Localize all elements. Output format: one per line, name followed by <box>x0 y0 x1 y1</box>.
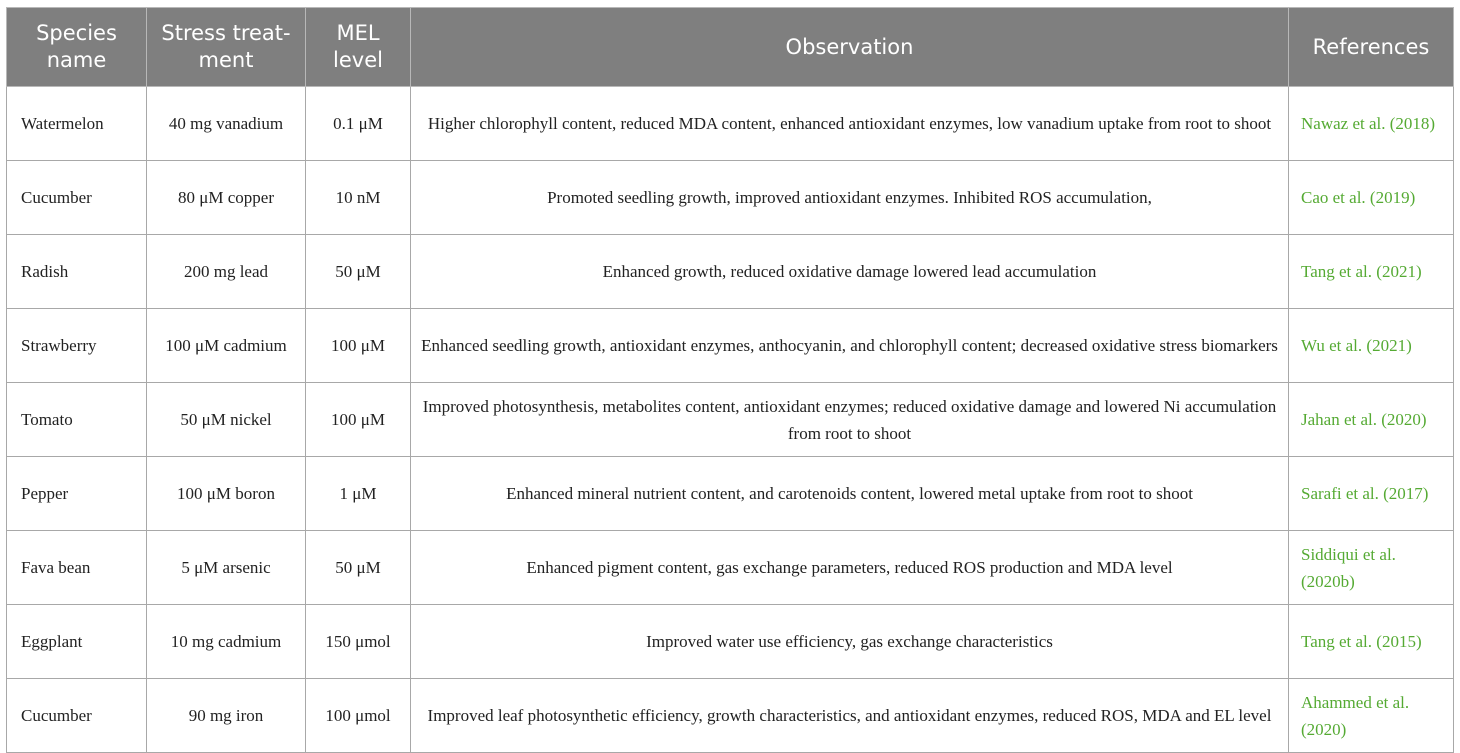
reference-link[interactable]: Jahan et al. (2020) <box>1289 383 1454 457</box>
stress-cell: 40 mg vanadium <box>147 87 306 161</box>
stress-cell: 90 mg iron <box>147 679 306 753</box>
observation-cell: Improved photosynthesis, metabolites content, antioxidant enzymes; reduced oxidative damage and lowered Ni accumulation from root to shoot <box>411 383 1289 457</box>
header-mel-level: MEL level <box>306 8 411 87</box>
header-row <box>7 8 1454 87</box>
mel-level-cell: 100 μM <box>306 383 411 457</box>
stress-cell: 5 μM arsenic <box>147 531 306 605</box>
header-stress-treatment: Stress treat-ment <box>147 8 306 87</box>
melatonin-heavy-metal-table <box>6 7 1454 753</box>
mel-level-cell: 50 μM <box>306 235 411 309</box>
reference-link[interactable]: Ahammed et al. (2020) <box>1289 679 1454 753</box>
table-row <box>7 309 1454 383</box>
observation-cell: Improved leaf photosynthetic efficiency, growth characteristics, and antioxidant enzymes, reduced ROS, MDA and EL level <box>411 679 1289 753</box>
reference-link[interactable]: Nawaz et al. (2018) <box>1289 87 1454 161</box>
header-observation: Observation <box>411 8 1289 87</box>
observation-cell: Enhanced mineral nutrient content, and carotenoids content, lowered metal uptake from root to shoot <box>411 457 1289 531</box>
table-row <box>7 457 1454 531</box>
mel-level-cell: 150 μmol <box>306 605 411 679</box>
table-row <box>7 87 1454 161</box>
mel-level-cell: 10 nM <box>306 161 411 235</box>
header-species-name: Species name <box>7 8 147 87</box>
species-cell: Cucumber <box>7 679 147 753</box>
reference-link[interactable]: Tang et al. (2015) <box>1289 605 1454 679</box>
species-cell: Strawberry <box>7 309 147 383</box>
observation-cell: Enhanced growth, reduced oxidative damage lowered lead accumulation <box>411 235 1289 309</box>
species-cell: Fava bean <box>7 531 147 605</box>
header-references: References <box>1289 8 1454 87</box>
mel-level-cell: 100 μM <box>306 309 411 383</box>
stress-cell: 80 μM copper <box>147 161 306 235</box>
observation-cell: Enhanced pigment content, gas exchange parameters, reduced ROS production and MDA level <box>411 531 1289 605</box>
mel-level-cell: 50 μM <box>306 531 411 605</box>
table-row <box>7 531 1454 605</box>
observation-cell: Enhanced seedling growth, antioxidant enzymes, anthocyanin, and chlorophyll content; decreased oxidative stress biomarkers <box>411 309 1289 383</box>
reference-link[interactable]: Wu et al. (2021) <box>1289 309 1454 383</box>
observation-cell: Promoted seedling growth, improved antioxidant enzymes. Inhibited ROS accumulation, <box>411 161 1289 235</box>
species-cell: Radish <box>7 235 147 309</box>
stress-cell: 50 μM nickel <box>147 383 306 457</box>
reference-link[interactable]: Sarafi et al. (2017) <box>1289 457 1454 531</box>
stress-cell: 200 mg lead <box>147 235 306 309</box>
mel-level-cell: 1 μM <box>306 457 411 531</box>
species-cell: Cucumber <box>7 161 147 235</box>
species-cell: Tomato <box>7 383 147 457</box>
table-row <box>7 235 1454 309</box>
observation-cell: Improved water use efficiency, gas exchange characteristics <box>411 605 1289 679</box>
reference-link[interactable]: Siddiqui et al. (2020b) <box>1289 531 1454 605</box>
table-row <box>7 161 1454 235</box>
reference-link[interactable]: Tang et al. (2021) <box>1289 235 1454 309</box>
mel-level-cell: 100 μmol <box>306 679 411 753</box>
species-cell: Watermelon <box>7 87 147 161</box>
stress-cell: 10 mg cadmium <box>147 605 306 679</box>
species-cell: Pepper <box>7 457 147 531</box>
table-row <box>7 383 1454 457</box>
stress-cell: 100 μM cadmium <box>147 309 306 383</box>
table-row <box>7 679 1454 753</box>
reference-link[interactable]: Cao et al. (2019) <box>1289 161 1454 235</box>
mel-level-cell: 0.1 μM <box>306 87 411 161</box>
species-cell: Eggplant <box>7 605 147 679</box>
table-row <box>7 605 1454 679</box>
observation-cell: Higher chlorophyll content, reduced MDA content, enhanced antioxidant enzymes, low vanadium uptake from root to shoot <box>411 87 1289 161</box>
stress-cell: 100 μM boron <box>147 457 306 531</box>
